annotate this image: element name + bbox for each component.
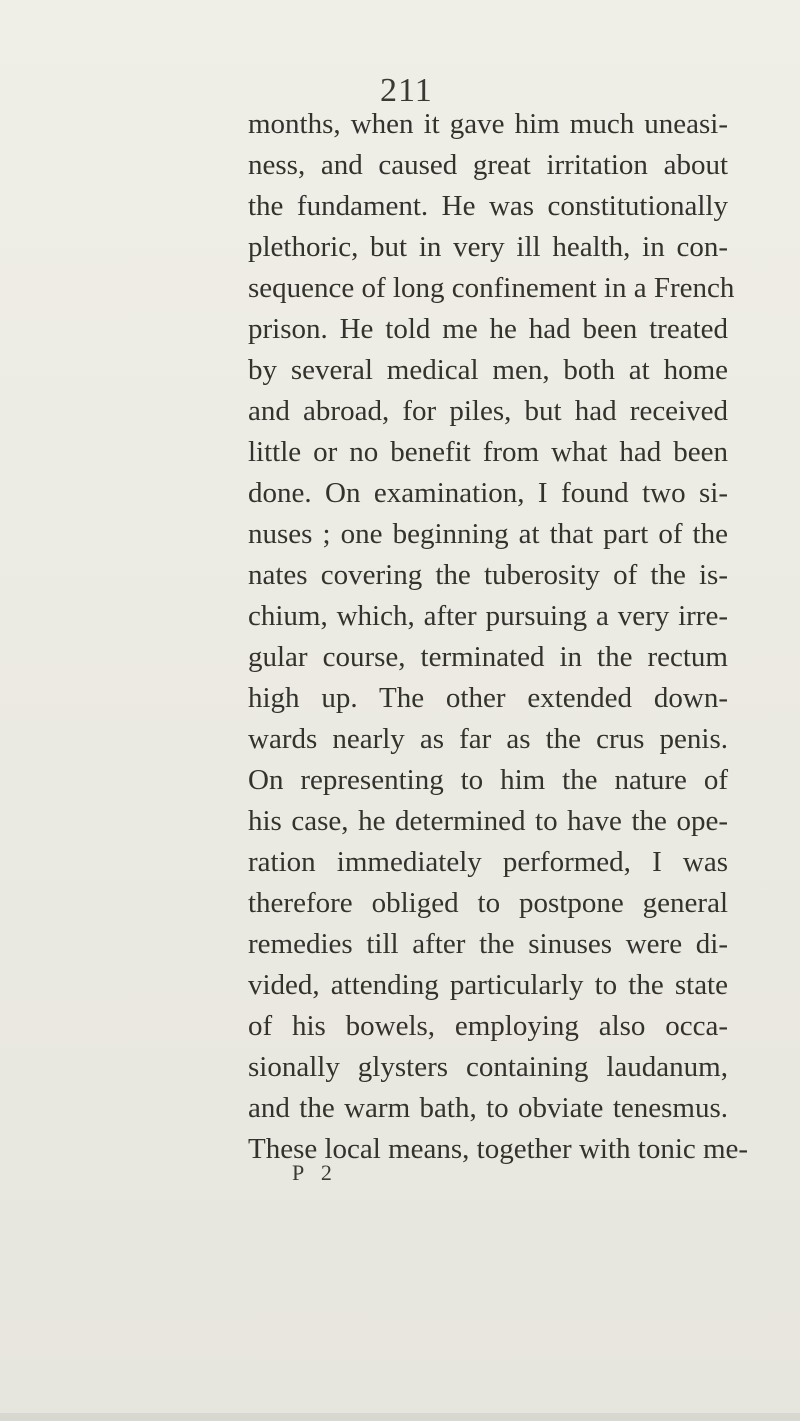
text-line: ness, and caused great irritation about <box>248 149 728 181</box>
text-line: These local means, together with tonic me- <box>248 1133 749 1165</box>
text-line: nates covering the tuberosity of the is- <box>248 559 728 591</box>
text-line: his case, he determined to have the ope- <box>248 805 728 837</box>
text-line: done. On examination, I found two si- <box>248 477 728 509</box>
text-line: remedies till after the sinuses were di- <box>248 928 728 960</box>
text-line: wards nearly as far as the crus penis. <box>248 723 728 755</box>
text-line: sequence of long confinement in a French <box>248 272 735 304</box>
text-line: prison. He told me he had been treated <box>248 313 728 345</box>
text-line: little or no benefit from what had been <box>248 436 728 468</box>
text-line: and the warm bath, to obviate tenesmus. <box>248 1092 728 1124</box>
text-line: plethoric, but in very ill health, in con- <box>248 231 728 263</box>
text-line: the fundament. He was constitutionally <box>248 190 728 222</box>
page-bottom-edge <box>0 1413 800 1421</box>
text-line: high up. The other extended down- <box>248 682 728 714</box>
text-line: of his bowels, employing also occa- <box>248 1010 728 1042</box>
page-number: 211 <box>380 72 433 109</box>
text-line: therefore obliged to postpone general <box>248 887 728 919</box>
text-line: ration immediately performed, I was <box>248 846 728 878</box>
body-text <box>248 104 749 1170</box>
text-line: nuses ; one beginning at that part of the <box>248 518 728 550</box>
text-line: gular course, terminated in the rectum <box>248 641 728 673</box>
text-line: sionally glysters containing laudanum, <box>248 1051 728 1083</box>
text-line: and abroad, for piles, but had received <box>248 395 728 427</box>
signature-mark: P 2 <box>292 1160 338 1185</box>
text-line: chium, which, after pursuing a very irre- <box>248 600 728 632</box>
text-line: months, when it gave him much uneasi- <box>248 108 728 140</box>
text-line: On representing to him the nature of <box>248 764 728 796</box>
text-line: vided, attending particularly to the state <box>248 969 728 1001</box>
text-line: by several medical men, both at home <box>248 354 728 386</box>
